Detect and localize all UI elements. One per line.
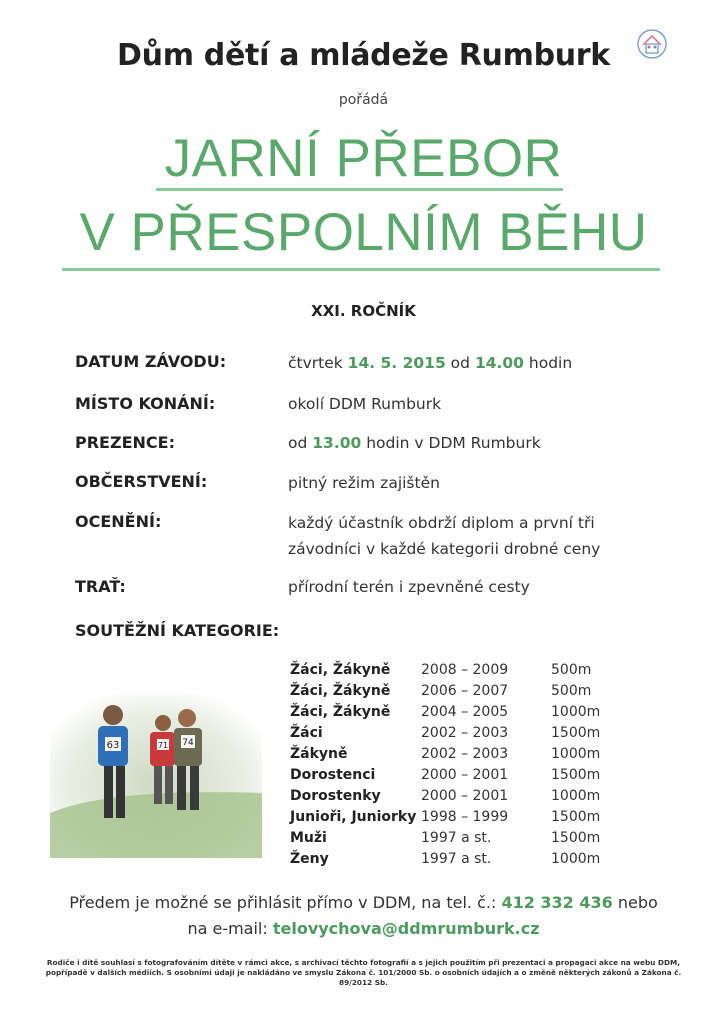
venue-value: okolí DDM Rumburk (288, 395, 442, 413)
awards-value: každý účastník obdrží diplom a první tři závodníci v každé kategorii drobné ceny (288, 514, 601, 558)
categories-label: SOUTĚŽNÍ KATEGORIE: (75, 621, 280, 640)
runners-photo (50, 693, 262, 858)
privacy-fine-print: Rodiče i dítě souhlasí s fotografováním dítěte v rámci akce, s archivací těchto fotografií a s jejich použitím při prezentaci a propagaci akce na webu DDM, popřípadě v dalších médiích. S osobními údaji je nakládáno ve smyslu Zákona č. 101/2000 Sb. o osobních údajích a o změně některých zákonů a Zákona č. 89/2012 Sb. (45, 958, 682, 987)
date-label: DATUM ZÁVODU: (75, 352, 227, 371)
date-value: čtvrtek 14. 5. 2015 od 14.00 hodin (288, 354, 573, 372)
category-row: Ženy 1997 a st. 1000m (290, 851, 601, 867)
event-title-line1: JARNÍ PŘEBOR (164, 129, 563, 188)
refreshments-label: OBČERSTVENÍ: (75, 472, 208, 491)
category-row: Žáci, Žákyně 2004 – 2005 1000m (290, 704, 601, 720)
refreshments-value: pitný režim zajištěn (288, 474, 440, 492)
runner-1-bib: 63 (106, 740, 120, 751)
category-row: Muži 1997 a st. 1500m (290, 830, 601, 846)
category-row: Žáci, Žákyně 2008 – 2009 500m (290, 662, 592, 678)
registration-value: od 13.00 hodin v DDM Rumburk (288, 434, 541, 452)
race-time: 14.00 (474, 354, 524, 372)
title-underline-1 (156, 188, 563, 191)
registration-time: 13.00 (312, 434, 362, 452)
ddm-rumburk-logo-icon (636, 28, 668, 60)
track-label: TRAŤ: (75, 577, 126, 596)
email-link[interactable]: telovychova@ddmrumburk.cz (272, 919, 540, 938)
category-row: Žáci 2002 – 2003 1500m (290, 725, 601, 741)
organizer-heading: Dům dětí a mládeže Rumburk (117, 38, 610, 73)
awards-label: OCENĚNÍ: (75, 512, 162, 531)
track-value: přírodní terén i zpevněné cesty (288, 578, 530, 596)
title-underline-2 (62, 268, 660, 271)
signup-info-line2: na e-mail: telovychova@ddmrumburk.cz (187, 919, 540, 938)
category-row: Žáci, Žákyně 2006 – 2007 500m (290, 683, 592, 699)
runner-2-bib: 71 (157, 741, 169, 750)
registration-label: PREZENCE: (75, 433, 175, 452)
category-row: Junioři, Juniorky 1998 – 1999 1500m (290, 809, 601, 825)
phone-number: 412 332 436 (501, 893, 613, 912)
race-date: 14. 5. 2015 (347, 354, 446, 372)
venue-label: MÍSTO KONÁNÍ: (75, 394, 216, 413)
event-title-line2: V PŘESPOLNÍM BĚHU (79, 203, 648, 262)
category-row: Dorostenci 2000 – 2001 1500m (290, 767, 601, 783)
category-row: Dorostenky 2000 – 2001 1000m (290, 788, 601, 804)
edition-label: XXI. ROČNÍK (311, 302, 416, 320)
presents-text: pořádá (338, 92, 389, 108)
signup-info-line1: Předem je možné se přihlásit přímo v DDM, na tel. č.: 412 332 436 nebo (69, 893, 658, 912)
category-row: Žákyně 2002 – 2003 1000m (290, 746, 601, 762)
runner-3-bib: 74 (182, 738, 194, 748)
